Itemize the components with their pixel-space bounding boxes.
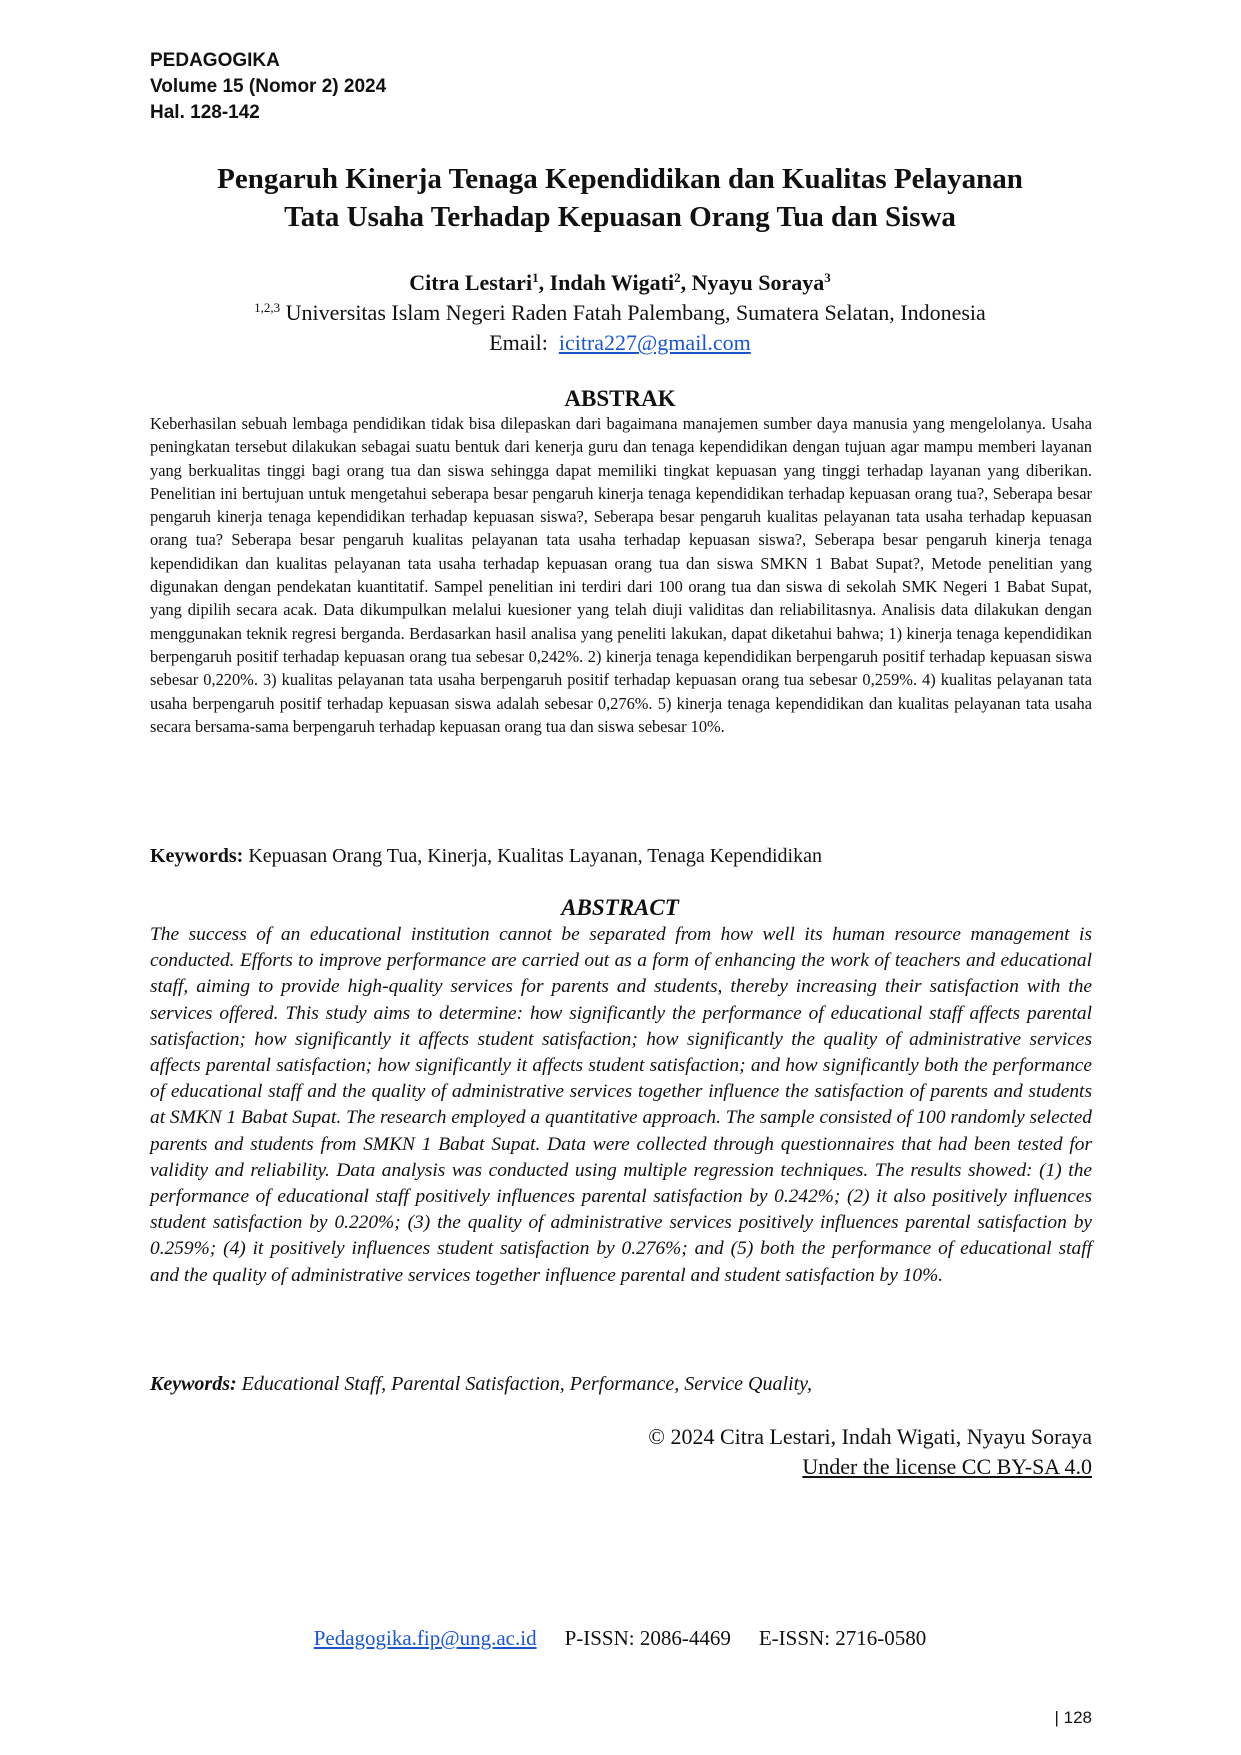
copyright-notice: © 2024 Citra Lestari, Indah Wigati, Nyayu Soraya <box>648 1424 1092 1449</box>
affiliation <box>120 298 1120 328</box>
affiliation-text: Universitas Islam Negeri Raden Fatah Palembang, Sumatera Selatan, Indonesia <box>285 300 986 325</box>
author-name: Nyayu Soraya <box>691 270 825 295</box>
page-number: | 128 <box>1054 1708 1092 1727</box>
author-affiliation-marker: 1 <box>532 270 539 285</box>
author-affiliation-marker: 3 <box>824 270 831 285</box>
abstrak-body: Keberhasilan sebuah lembaga pendidikan tidak bisa dilepaskan dari bagaimana manajemen sumber daya manusia yang mengelolanya. Usaha peningkatan tersebut dilakukan sebagai suatu bentuk dari kenerja guru dan tenaga kependidikan dengan tujuan agar mampu memberi layanan yang berkualitas tinggi bagi orang tua dan siswa sehingga dapat memiliki tingkat kepuasan yang tinggi terhadap layanan yang diberikan. Penelitian ini bertujuan untuk mengetahui seberapa besar pengaruh kinerja tenaga kependidikan terhadap kepuasan orang tua?, Seberapa besar pengaruh kinerja tenaga kependidikan terhadap kepuasan siswa?, Seberapa besar pengaruh kualitas pelayanan tata usaha terhadap kepuasan orang tua? Seberapa besar pengaruh kualitas pelayanan tata usaha terhadap kepuasan siswa?, Seberapa besar pengaruh kinerja tenaga kependidikan dan kualitas pelayanan tata usaha terhadap kepuasan orang tua dan siswa SMKN 1 Babat Supat?, Metode penelitian yang digunakan dengan pendekatan kuantitatif. Sampel penelitian ini terdiri dari 100 orang tua dan siswa di sekolah SMK Negeri 1 Babat Supat, yang dipilih secara acak. Data dikumpulkan melalui kuesioner yang telah diuji validitas dan reliabilitasnya. Analisis data dilakukan dengan menggunakan teknik regresi berganda. Berdasarkan hasil analisa yang peneliti lakukan, dapat diketahui bahwa; 1) kinerja tenaga kependidikan berpengaruh positif terhadap kepuasan orang tua sebesar 0,242%. 2) kinerja tenaga kependidikan berpengaruh positif terhadap kepuasan siswa sebesar 0,220%. 3) kualitas pelayanan tata usaha berpengaruh positif terhadap kepuasan orang tua sebesar 0,259%. 4) kualitas pelayanan tata usaha berpengaruh positif terhadap kepuasan siswa adalah sebesar 0,276%. 5) kinerja tenaga kependidikan dan kualitas pelayanan tata usaha secara bersama-sama berpengaruh terhadap kepuasan orang tua dan siswa sebesar 10%. <box>150 414 1092 736</box>
footer-eissn: E-ISSN: 2716-0580 <box>758 1626 927 1650</box>
paper-title-line-2: Tata Usaha Terhadap Kepuasan Orang Tua dan Siswa <box>284 201 956 233</box>
journal-header <box>150 48 386 126</box>
paper-title <box>120 160 1120 236</box>
author-name: Citra Lestari <box>409 270 533 295</box>
author-affiliation-marker: 2 <box>674 270 681 285</box>
author-name: Indah Wigati <box>549 270 675 295</box>
abstrak-heading: ABSTRAK <box>564 386 676 411</box>
footer-pissn: P-ISSN: 2086-4469 <box>564 1626 731 1650</box>
license-link[interactable]: Under the license CC BY-SA 4.0 <box>802 1454 1092 1479</box>
author-list: Citra Lestari$^1$, Indah Wigati$^2$, Nyayu Soraya$^3$ <box>409 270 831 295</box>
journal-name: PEDAGOGIKA <box>150 50 280 71</box>
copyright-block <box>648 1422 1092 1482</box>
abstrak-keywords-text: Kepuasan Orang Tua, Kinerja, Kualitas Layanan, Tenaga Kependidikan <box>248 845 822 867</box>
journal-volume: Volume 15 (Nomor 2) 2024 <box>150 76 387 97</box>
abstract-heading: ABSTRACT <box>561 895 679 920</box>
email-link[interactable]: icitra227@gmail.com <box>558 330 751 355</box>
page-footer <box>120 1624 1120 1652</box>
abstract-keywords <box>150 1370 1100 1398</box>
email-label: Email: <box>489 330 548 355</box>
affiliation-markers: 1,2,3 <box>254 300 281 315</box>
footer-email-link[interactable]: Pedagogika.fip@ung.ac.id <box>313 1626 537 1650</box>
email-line <box>120 328 1120 358</box>
abstract-body: The success of an educational institution cannot be separated from how well its human resource management is conducted. Efforts to improve performance are carried out as a form of enhancing the work of teachers and educational staff, aiming to provide high-quality services for parents and students, thereby increasing their satisfaction with the services offered. This study aims to determine: how significantly the performance of educational staff affects parental satisfaction; how significantly it affects student satisfaction; how significantly the quality of administrative services affects parental satisfaction; how significantly it affects student satisfaction; and how significantly both the performance of educational staff and the quality of administrative services together influence the satisfaction of parents and students at SMKN 1 Babat Supat. The research employed a quantitative approach. The sample consisted of 100 randomly selected parents and students from SMKN 1 Babat Supat. Data were collected through questionnaires that had been tested for validity and reliability. Data analysis was conducted using multiple regression techniques. The results showed: (1) the performance of educational staff positively influences parental satisfaction by 0.242%; (2) it also positively influences student satisfaction by 0.220%; (3) the quality of administrative services positively influences parental satisfaction by 0.259%; (4) it positively influences student satisfaction by 0.276%; and (5) both the performance of educational staff and the quality of administrative services together influence parental and student satisfaction by 10%. <box>150 924 1092 1286</box>
abstract-keywords-text: Educational Staff, Parental Satisfaction, Performance, Service Quality, <box>241 1373 812 1395</box>
abstract-keywords-label: Keywords: <box>150 1373 237 1395</box>
journal-pages: Hal. 128-142 <box>150 102 260 123</box>
paper-title-line-1: Pengaruh Kinerja Tenaga Kependidikan dan Kualitas Pelayanan <box>217 163 1023 195</box>
abstrak-keywords <box>150 842 1100 870</box>
abstrak-keywords-label: Keywords: <box>150 845 244 867</box>
